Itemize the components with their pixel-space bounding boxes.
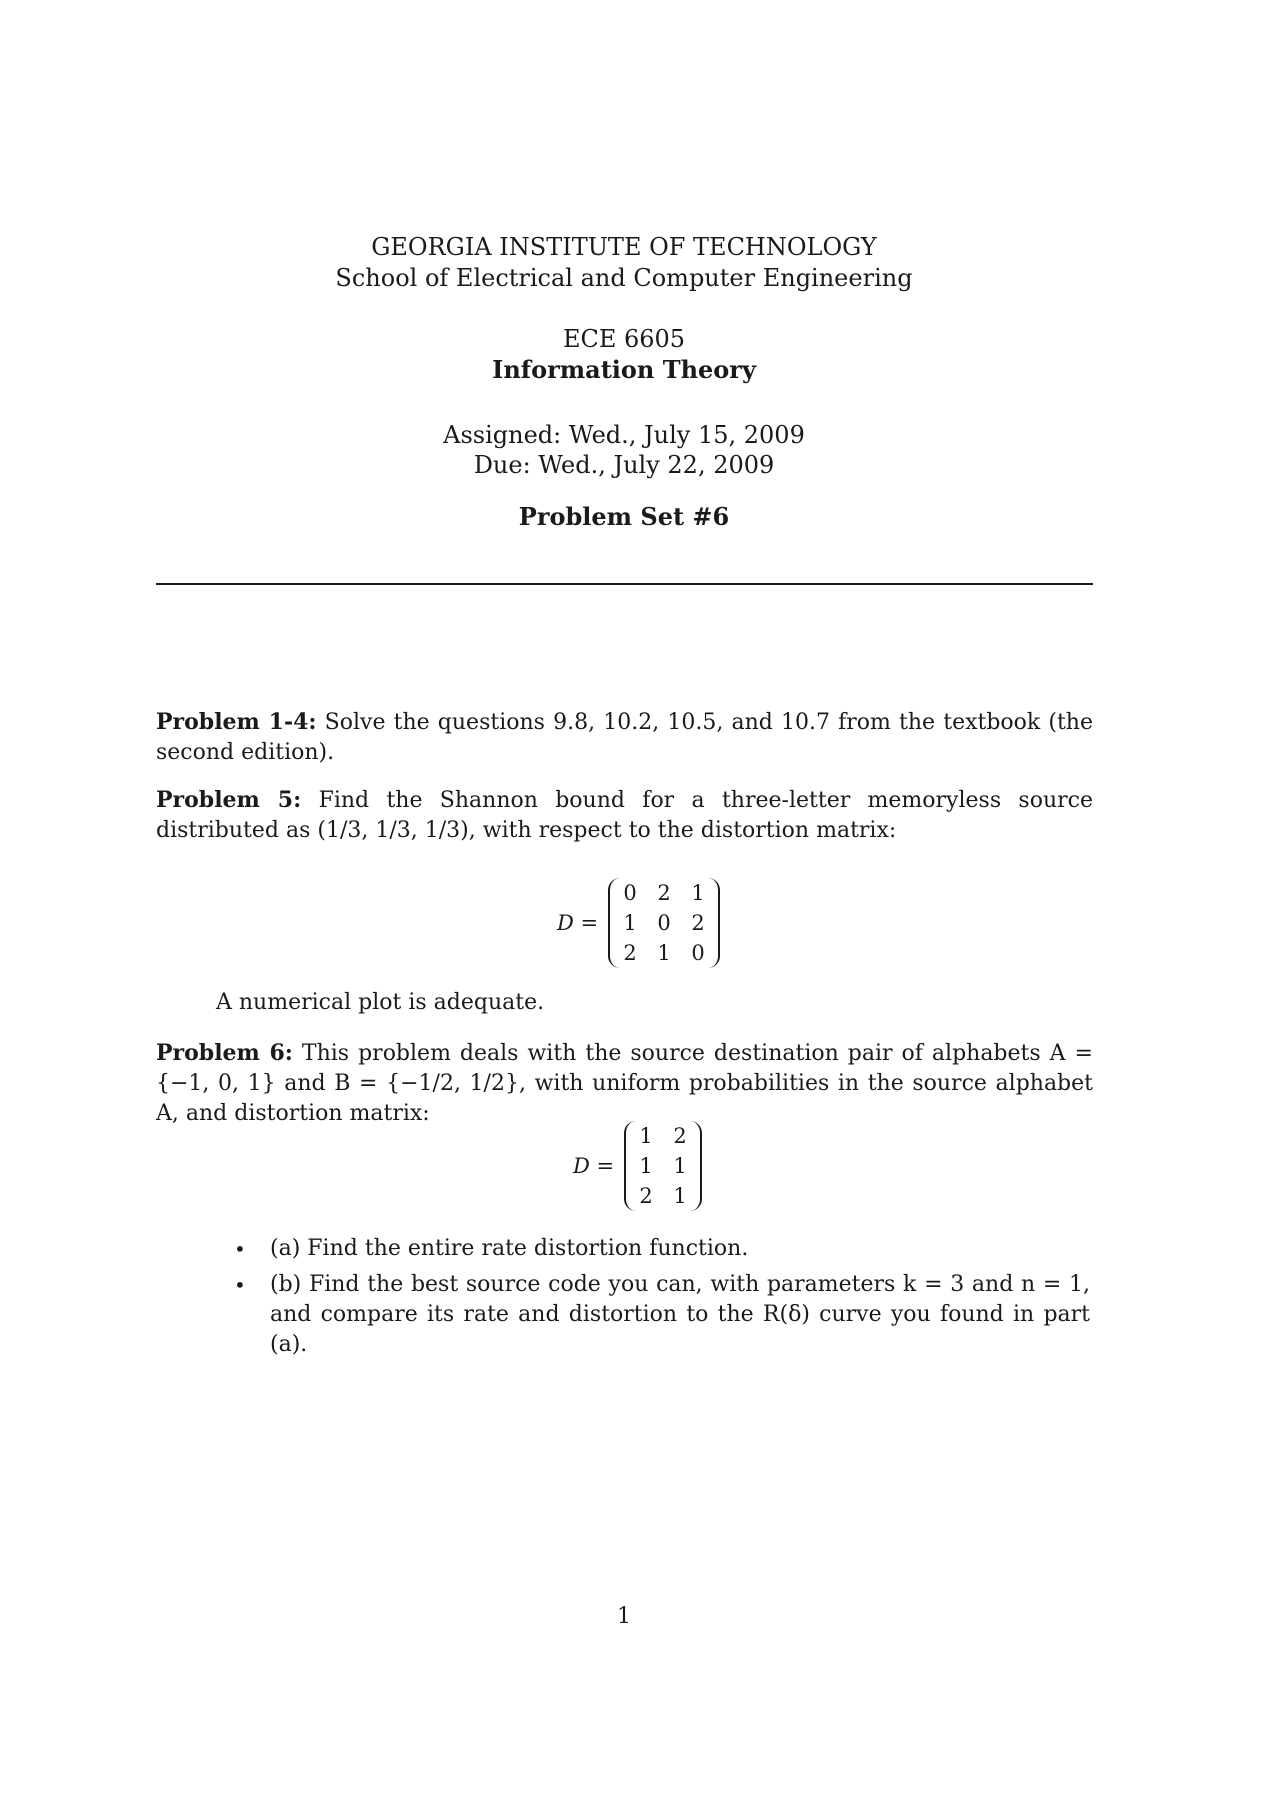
- problem-5-note: A numerical plot is adequate.: [216, 990, 545, 1015]
- problem-1-4-text: Solve the questions 9.8, 10.2, 10.5, and 10.7 from the textbook (the second edition).: [156, 710, 1093, 765]
- matrix-row: [638, 1181, 688, 1211]
- part-a-text: (a) Find the entire rate distortion function.: [270, 1236, 749, 1261]
- problem-6-matrix-label: D =: [573, 1154, 615, 1178]
- matrix-cell: 2: [623, 941, 637, 965]
- matrix-cell: 2: [673, 1124, 687, 1148]
- problem-6-distortion-matrix: [624, 1121, 702, 1211]
- matrix-cell: 2: [639, 1184, 653, 1208]
- matrix-row: [638, 1121, 688, 1151]
- horizontal-rule: [156, 583, 1093, 585]
- matrix-cell: 1: [657, 941, 671, 965]
- problem-5-text: Find the Shannon bound for a three-letter memoryless source distributed as (1/3, 1/3, 1/3), with respect to the distortion matrix:: [156, 788, 1093, 843]
- assigned-date: Assigned: Wed., July 15, 2009: [443, 421, 805, 449]
- matrix-cell: 1: [691, 881, 705, 905]
- due-date: Due: Wed., July 22, 2009: [473, 451, 775, 479]
- problem-1-4: [156, 707, 1093, 768]
- problem-set-title: Problem Set #6: [518, 502, 730, 531]
- course-number: ECE 6605: [562, 325, 686, 353]
- matrix-cell: 0: [623, 881, 637, 905]
- matrix-cell: 2: [691, 911, 705, 935]
- matrix-row: [622, 878, 706, 908]
- problem-6-heading: Problem 6:: [156, 1040, 293, 1066]
- problem-5-heading: Problem 5:: [156, 787, 302, 813]
- part-b-text: (b) Find the best source code you can, with parameters k = 3 and n = 1, and compare its rate and distortion to the R(δ) curve you found in part (a).: [270, 1272, 1090, 1357]
- list-item: [230, 1270, 1090, 1360]
- problem-5-matrix-equation: [557, 878, 720, 968]
- matrix-cell: 1: [673, 1184, 687, 1208]
- matrix-cell: 0: [691, 941, 705, 965]
- list-item: [230, 1234, 1090, 1264]
- problem-5-distortion-matrix: [608, 878, 720, 968]
- matrix-row: [622, 938, 706, 968]
- problem-6-parts: [230, 1234, 1090, 1366]
- matrix-cell: 1: [639, 1124, 653, 1148]
- problem-6-matrix-equation: [573, 1121, 702, 1211]
- course-title: Information Theory: [492, 355, 756, 384]
- matrix-cell: 1: [673, 1154, 687, 1178]
- problem-6: [156, 1038, 1093, 1129]
- matrix-row: [638, 1151, 688, 1181]
- matrix-cell: 1: [639, 1154, 653, 1178]
- institution-name: GEORGIA INSTITUTE OF TECHNOLOGY: [371, 233, 877, 261]
- bullet-icon: •: [234, 1273, 246, 1297]
- matrix-row: [622, 908, 706, 938]
- bullet-icon: •: [234, 1237, 246, 1261]
- page-number: 1: [617, 1604, 631, 1629]
- matrix-cell: 0: [657, 911, 671, 935]
- problem-5-matrix-label: D =: [557, 911, 599, 935]
- problem-6-text: This problem deals with the source destination pair of alphabets A = {−1, 0, 1} and B = {−1/2, 1/2}, with uniform probabilities in the source alphabet A, and distortion matrix:: [156, 1041, 1093, 1126]
- matrix-cell: 2: [657, 881, 671, 905]
- matrix-cell: 1: [623, 911, 637, 935]
- school-name: School of Electrical and Computer Engineering: [335, 264, 913, 292]
- problem-5: [156, 785, 1093, 846]
- problem-1-4-heading: Problem 1-4:: [156, 709, 317, 735]
